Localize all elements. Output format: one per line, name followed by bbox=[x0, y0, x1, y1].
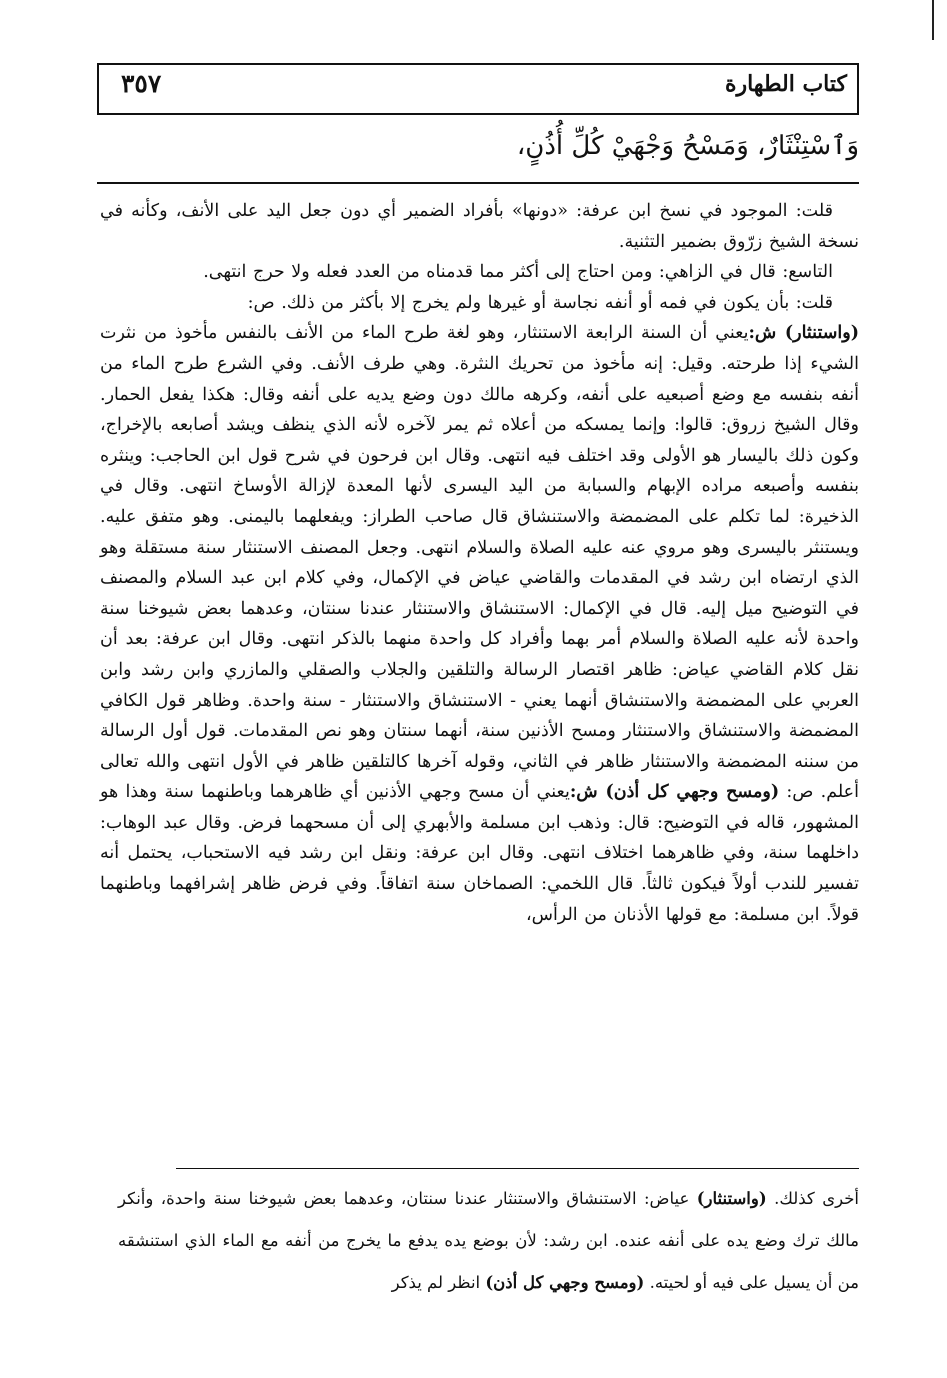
footnote-paragraph bbox=[118, 1178, 859, 1304]
footnote-lemma-1: (واستنثار) bbox=[696, 1189, 767, 1208]
footnote-part-1: أخرى كذلك. bbox=[774, 1189, 860, 1208]
matn-text: وَٱسْتِنْثَارٌ، وَمَسْحُ وَجْهَيْ كُلِّ أُذُنٍ، bbox=[516, 131, 859, 161]
paragraph-sharh bbox=[100, 318, 859, 930]
matn-divider bbox=[97, 182, 859, 184]
page-header bbox=[97, 63, 859, 115]
sharh-lemma-2: (ومسح وجهي كل أذن) ش: bbox=[569, 782, 780, 803]
sharh-text-1: يعني أن السنة الرابعة الاستنثار، وهو لغة طرح الماء من الأنف بالنفس مأخوذ من نثرت الشيء إذا طرحته. وقيل: إنه مأخوذ من تحريك النثرة. وهي طرف الأنف. وفي الشرع طرح الماء من أنفه بنفسه مع وضع أصبعيه على أنفه، وكرهه مالك دون وضع يديه على أنفه وقال: هكذا يفعل الحمار. وقال الشيخ زروق: قالوا: وإنما يمسكه من أعلاه ثم يمر لآخره لأنه الذي ينظف ويشد أصابعه بالإخراج، وكون ذلك باليسار هو الأولى وقد اختلف فيه انتهى. وقال ابن فرحون في شرح قول ابن الحاجب: وينثره بنفسه وأصبعه مراده الإبهام والسبابة من اليد اليسرى لأنها المعدة لإزالة الأوساخ انتهى. وقال في الذخيرة: لما تكلم على المضمضة والاستنشاق قال صاحب الطراز: ويفعلهما باليمنى. وهو متفق عليه. ويستنثر باليسرى وهو مروي عنه عليه الصلاة والسلام انتهى. وجعل المصنف الاستنثار سنة مستقلة وهو الذي ارتضاه ابن رشد في المقدمات والقاضي عياض في الإكمال، وفي كلام ابن عبد السلام والمصنف في التوضيح ميل إليه. قال في الإكمال: الاستنشاق والاستنثار عندنا سنتان، وعدهما بعض شيوخنا سنة واحدة لأنه عليه الصلاة والسلام أمر بهما وأفراد كل واحدة منهما بالذكر انتهى. وقال ابن عرفة: بعد أن نقل كلام القاضي عياض: ظاهر اقتصار الرسالة والتلقين والجلاب والصقلي والمازري وابن رشد وابن العربي على المضمضة والاستنشاق أنهما يعني - الاستنشاق والاستنثار - سنة واحدة. وظاهر قول الكافي المضمضة والاستنشاق والاستنثار ومسح الأذنين سنة، أنهما سنتان وهو نص المقدمات. قول أول الرسالة من سننه المضمضة والاستنثار ظاهر في الثاني، وقوله آخرها كالتلقين ظاهر في الأول انتهى والله تعالى أعلم. ص: bbox=[100, 323, 859, 803]
paragraph-2: التاسع: قال في الزاهي: ومن احتاج إلى أكثر مما قدمناه من العدد فعله ولا حرج انتهى. bbox=[203, 262, 833, 283]
footnote-lemma-2: (ومسح وجهي كل أذن) bbox=[485, 1273, 645, 1292]
footnote-part-2: عياض: الاستنشاق والاستنثار عندنا سنتان، وعدهما بعض شيوخنا سنة واحدة، وأنكر مالك ترك وضع يده على أنفه عنده. ابن رشد: لأن بوضع يده يدفع ما يخرج من أنفه مع الماء الذي استنشقه من أن يسيل على فيه أو لحيته. bbox=[118, 1189, 859, 1292]
chapter-title: كتاب الطهارة bbox=[724, 71, 847, 97]
footnote bbox=[118, 1178, 859, 1304]
footnote-part-3: انظر لم يذكر bbox=[391, 1273, 481, 1292]
footnote-divider bbox=[176, 1168, 859, 1169]
commentary-body bbox=[100, 196, 859, 930]
page-number: ٣٥٧ bbox=[121, 69, 162, 98]
paragraph-1: قلت: الموجود في نسخ ابن عرفة: «دونها» بأفراد الضمير أي دون جعل اليد على الأنف، وكأنه في نسخة الشيخ زرّوق بضمير التثنية. bbox=[100, 201, 859, 252]
paragraph-3: قلت: بأن يكون في فمه أو أنفه نجاسة أو غيرها ولم يخرج إلا بأكثر من ذلك. ص: bbox=[247, 292, 833, 313]
sharh-text-2: يعني أن مسح وجهي الأذنين أي ظاهرهما وباطنهما سنة وهذا هو المشهور، قاله في التوضيح: قال: وذهب ابن مسلمة والأبهري إلى أن مسحهما فرض. وقال عبد الوهاب: داخلهما سنة، وفي ظاهرهما اختلاف انتهى. وقال ابن عرفة: ونقل ابن رشد فيه الاستحباب، يحتمل أنه تفسير للندب أولاً فيكون ثالثاً. قال اللخمي: الصماخان سنة اتفاقاً. وفي فرض ظاهر إشرافهما وباطنهما قولاً. ابن مسلمة: مع قولها الأذنان من الرأس، bbox=[100, 782, 859, 925]
sharh-lemma-1: (واستنثار) ش: bbox=[748, 323, 859, 344]
scan-edge-mark bbox=[932, 0, 947, 40]
